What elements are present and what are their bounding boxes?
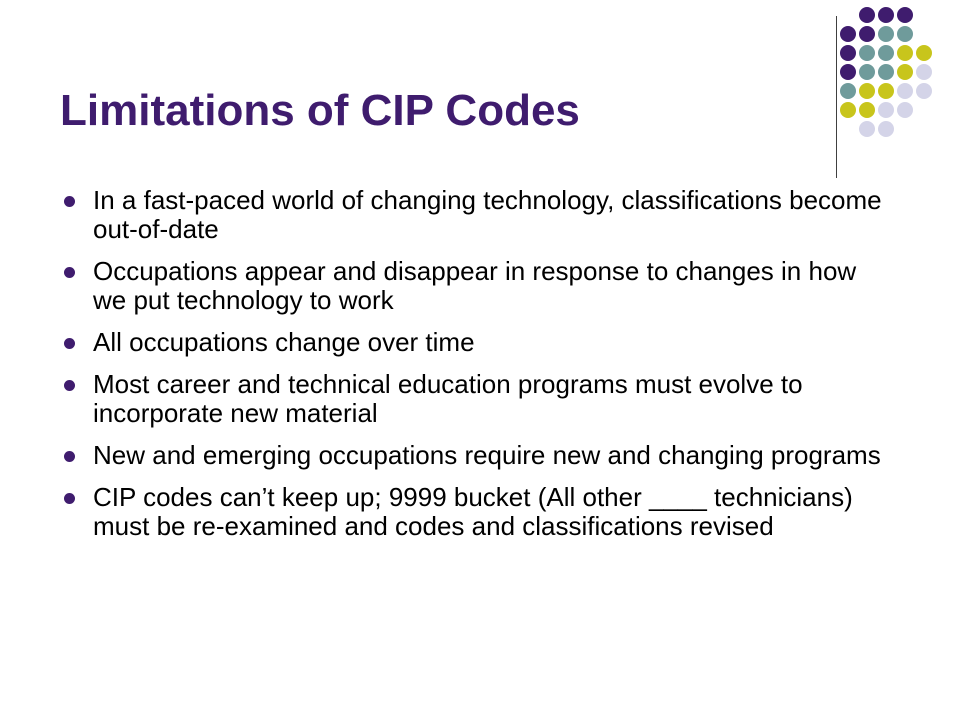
bullet-text: Most career and technical education programs must evolve to incorporate new material [93,369,803,428]
decorative-dot [840,64,856,80]
bullet-text: In a fast-paced world of changing technology, classifications become out-of-date [93,185,882,244]
bullet-text: All occupations change over time [93,327,475,357]
decorative-dot [916,45,932,61]
bullet-item [64,257,884,315]
decorative-dot [840,26,856,42]
bullet-dot-icon [64,196,75,207]
bullet-dot-icon [64,338,75,349]
decorative-dot [859,83,875,99]
bullet-dot-icon [64,380,75,391]
decorative-dot [859,102,875,118]
decorative-dot [859,26,875,42]
decorative-divider-line [836,16,837,178]
decorative-dot [916,64,932,80]
decorative-dot [878,121,894,137]
decorative-dot [878,26,894,42]
decorative-dot [897,83,913,99]
decorative-dot [840,102,856,118]
bullet-list [64,186,884,554]
decorative-dot [897,26,913,42]
bullet-dot-icon [64,267,75,278]
decorative-dot [840,83,856,99]
bullet-text: CIP codes can’t keep up; 9999 bucket (All other ____ technicians) must be re-examined and codes and classifications revised [93,482,853,541]
decorative-dot [878,64,894,80]
bullet-item [64,186,884,244]
decorative-dot [878,45,894,61]
bullet-text: Occupations appear and disappear in response to changes in how we put technology to work [93,256,857,315]
bullet-item [64,483,884,541]
decorative-dot [878,7,894,23]
bullet-dot-icon [64,451,75,462]
bullet-dot-icon [64,493,75,504]
decorative-dot [859,45,875,61]
decorative-dot [897,45,913,61]
bullet-item [64,441,884,470]
decorative-dot [878,102,894,118]
decorative-dot [859,7,875,23]
slide-title: Limitations of CIP Codes [60,86,580,135]
decorative-dot [897,64,913,80]
decorative-dot [916,83,932,99]
decorative-dot [897,102,913,118]
bullet-text: New and emerging occupations require new and changing programs [93,440,881,470]
bullet-item [64,370,884,428]
decorative-dot [859,64,875,80]
decorative-dot [897,7,913,23]
bullet-item [64,328,884,357]
decorative-dot [859,121,875,137]
decorative-dot [840,45,856,61]
decorative-dot [878,83,894,99]
